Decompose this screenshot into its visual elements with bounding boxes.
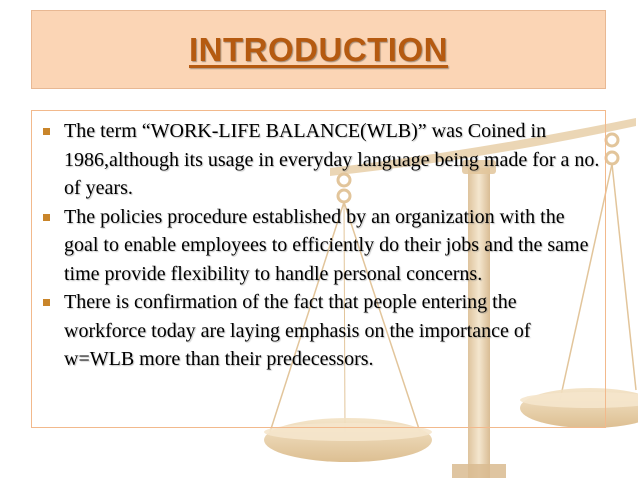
list-item [32,288,602,374]
title-banner [31,10,606,89]
square-bullet-icon [43,299,50,306]
square-bullet-icon [43,214,50,221]
content-panel [31,110,606,428]
list-item [32,117,602,203]
slide-title: INTRODUCTION [189,30,448,68]
list-item [32,203,602,289]
bullet-text: There is confirmation of the fact that people entering the workforce today are laying emphasis on the importance of w=WLB more than their predecessors. [64,291,531,370]
bullet-text: The policies procedure established by an organization with the goal to enable employees to efficiently do their jobs and the same time provide flexibility to handle personal concerns. [64,205,589,285]
square-bullet-icon [43,128,50,135]
bullet-text: The term “WORK-LIFE BALANCE(WLB)” was Coined in 1986,although its usage in everyday language being made for a no. of years. [64,120,600,199]
bullet-list [32,117,602,374]
